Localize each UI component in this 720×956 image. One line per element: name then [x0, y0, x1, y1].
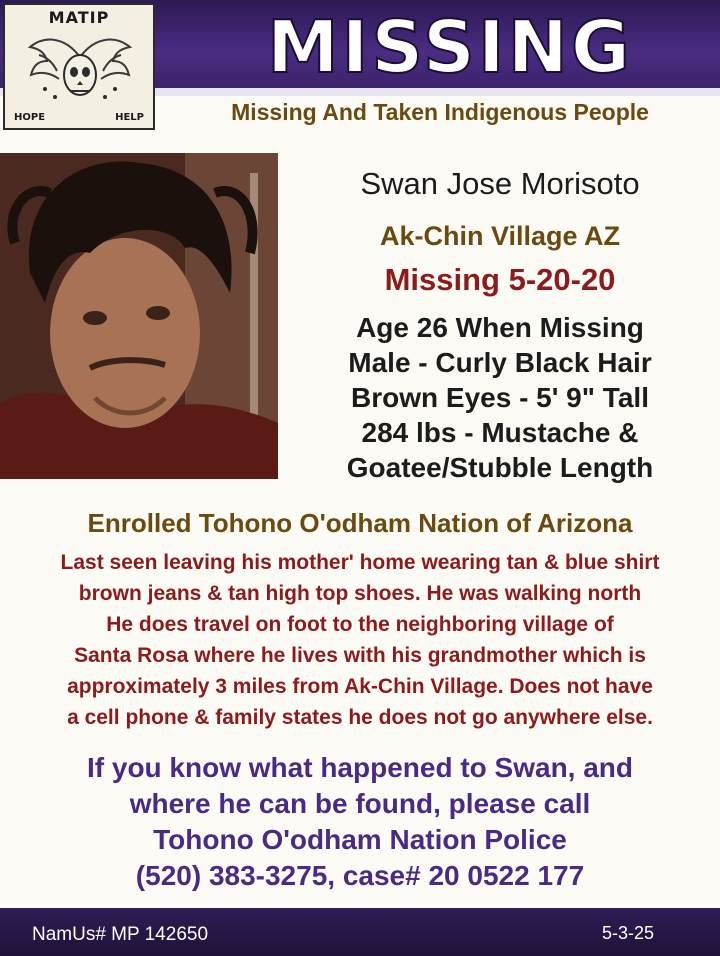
tribal-enrollment: Enrolled Tohono O'odham Nation of Arizona — [87, 508, 633, 538]
description-line: 284 lbs - Mustache & — [361, 417, 639, 448]
police-agency: Tohono O'odham Nation Police — [153, 824, 567, 855]
logo-title: MATIP — [48, 8, 110, 27]
description-line: Age 26 When Missing — [356, 312, 644, 343]
poster-date: 5-3-25 — [602, 923, 655, 943]
logo-help-label: HELP — [115, 112, 144, 123]
description-line: Brown Eyes - 5' 9" Tall — [351, 382, 649, 413]
circumstances-text — [0, 547, 720, 733]
circumstances-line: a cell phone & family states he does not go anywhere else. — [67, 706, 653, 729]
namus-number: NamUs# MP 142650 — [32, 924, 209, 945]
winged-skull-emblem-icon — [25, 27, 135, 111]
person-location: Ak-Chin Village AZ — [379, 221, 621, 251]
circumstances-line: Last seen leaving his mother' home wearing tan & blue shirt — [60, 551, 660, 574]
circumstances-line: He does travel on foot to the neighboring village of — [106, 613, 614, 636]
logo-hope-label: HOPE — [14, 112, 46, 123]
circumstances-line: approximately 3 miles from Ak-Chin Village. Does not have — [67, 675, 653, 698]
call-line: If you know what happened to Swan, and — [86, 752, 634, 783]
description-line: Male - Curly Black Hair — [348, 347, 652, 378]
matip-logo — [3, 3, 155, 130]
police-phone-case: (520) 383-3275, case# 20 0522 177 — [135, 860, 585, 891]
description-line: Goatee/Stubble Length — [346, 452, 654, 483]
person-name: Swan Jose Morisoto — [360, 166, 640, 201]
portrait-illustration — [0, 153, 278, 479]
poster-title: MISSING — [266, 5, 634, 89]
call-to-action — [0, 750, 720, 894]
call-line: where he can be found, please call — [129, 788, 591, 819]
circumstances-line: brown jeans & tan high top shoes. He was walking north — [78, 582, 642, 605]
missing-person-photo — [0, 153, 278, 479]
poster-subtitle: Missing And Taken Indigenous People — [231, 99, 649, 125]
circumstances-line: Santa Rosa where he lives with his grandmother which is — [74, 644, 646, 667]
missing-date: Missing 5-20-20 — [384, 262, 616, 297]
